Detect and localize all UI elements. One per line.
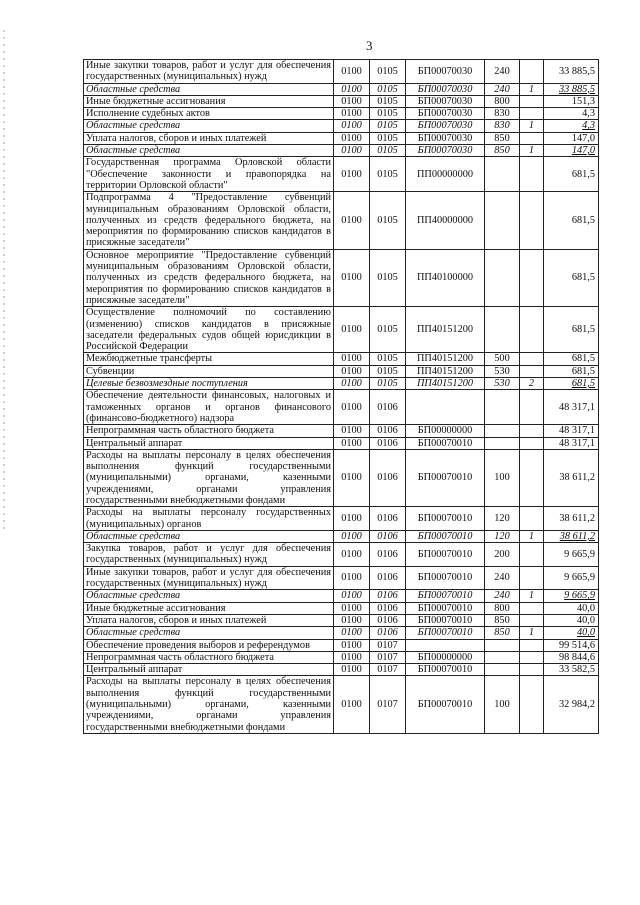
row-subsection: 0106 bbox=[370, 602, 406, 614]
row-target-article: БП00070010 bbox=[406, 664, 485, 676]
table-row bbox=[84, 390, 599, 425]
row-target-article: ПП40100000 bbox=[406, 249, 485, 306]
row-name: Иные бюджетные ассигнования bbox=[84, 95, 334, 107]
row-expense-type: 850 bbox=[485, 614, 520, 626]
row-subsection: 0107 bbox=[370, 651, 406, 663]
row-expense-type bbox=[485, 639, 520, 651]
row-amount: 4,3 bbox=[544, 108, 599, 120]
row-section: 0100 bbox=[334, 132, 370, 144]
row-name: Целевые безвозмездные поступления bbox=[84, 378, 334, 390]
row-section: 0100 bbox=[334, 651, 370, 663]
row-section: 0100 bbox=[334, 390, 370, 425]
row-amount: 681,5 bbox=[544, 365, 599, 377]
row-subsection: 0105 bbox=[370, 157, 406, 192]
row-funding-source: 2 bbox=[520, 378, 544, 390]
row-subsection: 0105 bbox=[370, 192, 406, 249]
row-funding-source bbox=[520, 365, 544, 377]
row-target-article: БП00070010 bbox=[406, 437, 485, 449]
row-expense-type: 100 bbox=[485, 676, 520, 733]
row-amount: 147,0 bbox=[544, 145, 599, 157]
row-subsection: 0105 bbox=[370, 353, 406, 365]
row-funding-source bbox=[520, 108, 544, 120]
row-target-article: БП00070010 bbox=[406, 507, 485, 531]
table-row bbox=[84, 676, 599, 733]
row-amount: 9 665,9 bbox=[544, 543, 599, 567]
row-target-article: БП00070030 bbox=[406, 120, 485, 132]
row-target-article: БП00070030 bbox=[406, 132, 485, 144]
row-name: Областные средства bbox=[84, 590, 334, 602]
row-name: Уплата налогов, сборов и иных платежей bbox=[84, 614, 334, 626]
row-funding-source bbox=[520, 132, 544, 144]
row-name: Центральный аппарат bbox=[84, 664, 334, 676]
row-name: Областные средства bbox=[84, 83, 334, 95]
row-target-article: БП00070030 bbox=[406, 95, 485, 107]
row-amount: 38 611,2 bbox=[544, 449, 599, 506]
row-amount: 48 317,1 bbox=[544, 390, 599, 425]
row-expense-type: 850 bbox=[485, 132, 520, 144]
row-section: 0100 bbox=[334, 449, 370, 506]
row-expense-type: 200 bbox=[485, 543, 520, 567]
row-expense-type: 240 bbox=[485, 60, 520, 84]
row-subsection: 0105 bbox=[370, 378, 406, 390]
table-row bbox=[84, 627, 599, 639]
row-amount: 4,3 bbox=[544, 120, 599, 132]
row-funding-source bbox=[520, 437, 544, 449]
row-section: 0100 bbox=[334, 108, 370, 120]
row-target-article bbox=[406, 639, 485, 651]
row-subsection: 0106 bbox=[370, 530, 406, 542]
row-expense-type: 800 bbox=[485, 602, 520, 614]
row-amount: 32 984,2 bbox=[544, 676, 599, 733]
row-target-article: БП00070030 bbox=[406, 145, 485, 157]
row-section: 0100 bbox=[334, 83, 370, 95]
table-row bbox=[84, 437, 599, 449]
row-expense-type: 850 bbox=[485, 145, 520, 157]
row-funding-source bbox=[520, 353, 544, 365]
row-name: Иные закупки товаров, работ и услуг для обеспечения государственных (муниципальных) нужд bbox=[84, 60, 334, 84]
row-name: Обеспечение деятельности финансовых, налоговых и таможенных органов и органов финансового (финансово-бюджетного) надзора bbox=[84, 390, 334, 425]
row-amount: 681,5 bbox=[544, 378, 599, 390]
row-expense-type bbox=[485, 307, 520, 353]
row-amount: 40,0 bbox=[544, 627, 599, 639]
row-subsection: 0105 bbox=[370, 108, 406, 120]
row-target-article: БП00000000 bbox=[406, 425, 485, 437]
row-subsection: 0106 bbox=[370, 590, 406, 602]
row-section: 0100 bbox=[334, 353, 370, 365]
row-section: 0100 bbox=[334, 95, 370, 107]
table-row bbox=[84, 664, 599, 676]
row-funding-source: 1 bbox=[520, 83, 544, 95]
row-amount: 681,5 bbox=[544, 307, 599, 353]
row-funding-source: 1 bbox=[520, 145, 544, 157]
row-name: Центральный аппарат bbox=[84, 437, 334, 449]
row-funding-source bbox=[520, 249, 544, 306]
row-target-article: ПП40151200 bbox=[406, 307, 485, 353]
row-subsection: 0105 bbox=[370, 307, 406, 353]
row-name: Расходы на выплаты персоналу в целях обеспечения выполнения функций государственными (муниципальными) органами, казенными учреждениями, органами управления государственными внебюджетными фондами bbox=[84, 449, 334, 506]
row-expense-type: 120 bbox=[485, 530, 520, 542]
row-name: Областные средства bbox=[84, 627, 334, 639]
row-subsection: 0106 bbox=[370, 614, 406, 626]
row-section: 0100 bbox=[334, 249, 370, 306]
row-target-article: БП00070010 bbox=[406, 627, 485, 639]
row-funding-source bbox=[520, 95, 544, 107]
row-expense-type: 530 bbox=[485, 378, 520, 390]
row-target-article: БП00070030 bbox=[406, 83, 485, 95]
row-amount: 98 844,6 bbox=[544, 651, 599, 663]
row-section: 0100 bbox=[334, 602, 370, 614]
row-funding-source bbox=[520, 676, 544, 733]
row-amount: 33 582,5 bbox=[544, 664, 599, 676]
row-section: 0100 bbox=[334, 157, 370, 192]
row-amount: 33 885,5 bbox=[544, 60, 599, 84]
row-target-article: ПП00000000 bbox=[406, 157, 485, 192]
row-name: Иные бюджетные ассигнования bbox=[84, 602, 334, 614]
row-funding-source bbox=[520, 60, 544, 84]
row-amount: 9 665,9 bbox=[544, 590, 599, 602]
row-name: Подпрограмма 4 "Предоставление субвенций муниципальным образованиям Орловской области, полученных из средств федерального бюджета, на мероприятия по формированию списков кандидатов в присяжные заседатели" bbox=[84, 192, 334, 249]
row-funding-source bbox=[520, 543, 544, 567]
row-funding-source bbox=[520, 507, 544, 531]
table-row bbox=[84, 590, 599, 602]
table-row bbox=[84, 425, 599, 437]
row-expense-type: 530 bbox=[485, 365, 520, 377]
row-name: Исполнение судебных актов bbox=[84, 108, 334, 120]
row-expense-type bbox=[485, 664, 520, 676]
row-target-article: БП00070010 bbox=[406, 449, 485, 506]
row-section: 0100 bbox=[334, 664, 370, 676]
row-subsection: 0106 bbox=[370, 449, 406, 506]
row-funding-source bbox=[520, 425, 544, 437]
row-subsection: 0105 bbox=[370, 145, 406, 157]
table-row bbox=[84, 132, 599, 144]
row-name: Государственная программа Орловской области "Обеспечение законности и правопорядка на территории Орловской области" bbox=[84, 157, 334, 192]
row-target-article: БП00070010 bbox=[406, 566, 485, 590]
row-name: Расходы на выплаты персоналу государственных (муниципальных) органов bbox=[84, 507, 334, 531]
row-funding-source bbox=[520, 157, 544, 192]
row-target-article: БП00070010 bbox=[406, 676, 485, 733]
row-amount: 681,5 bbox=[544, 249, 599, 306]
row-section: 0100 bbox=[334, 543, 370, 567]
scan-edge-marks bbox=[3, 30, 5, 530]
row-amount: 33 885,5 bbox=[544, 83, 599, 95]
row-name: Областные средства bbox=[84, 120, 334, 132]
row-subsection: 0105 bbox=[370, 365, 406, 377]
row-funding-source bbox=[520, 390, 544, 425]
row-amount: 48 317,1 bbox=[544, 437, 599, 449]
row-section: 0100 bbox=[334, 566, 370, 590]
row-expense-type bbox=[485, 437, 520, 449]
row-section: 0100 bbox=[334, 378, 370, 390]
row-subsection: 0106 bbox=[370, 437, 406, 449]
row-amount: 48 317,1 bbox=[544, 425, 599, 437]
row-section: 0100 bbox=[334, 507, 370, 531]
row-section: 0100 bbox=[334, 307, 370, 353]
row-target-article: БП00070030 bbox=[406, 108, 485, 120]
row-section: 0100 bbox=[334, 437, 370, 449]
row-subsection: 0107 bbox=[370, 639, 406, 651]
row-name: Обеспечение проведения выборов и референдумов bbox=[84, 639, 334, 651]
row-subsection: 0107 bbox=[370, 676, 406, 733]
row-expense-type: 830 bbox=[485, 108, 520, 120]
row-subsection: 0106 bbox=[370, 390, 406, 425]
table-row bbox=[84, 507, 599, 531]
row-funding-source bbox=[520, 639, 544, 651]
row-subsection: 0105 bbox=[370, 120, 406, 132]
row-target-article: ПП40151200 bbox=[406, 365, 485, 377]
row-expense-type bbox=[485, 425, 520, 437]
row-section: 0100 bbox=[334, 590, 370, 602]
row-subsection: 0105 bbox=[370, 83, 406, 95]
row-amount: 147,0 bbox=[544, 132, 599, 144]
table-row bbox=[84, 60, 599, 84]
row-subsection: 0105 bbox=[370, 95, 406, 107]
row-expense-type bbox=[485, 192, 520, 249]
row-name: Основное мероприятие "Предоставление субвенций муниципальным образованиям Орловской области, полученных из средств федерального бюджета, на мероприятия по формированию списков кандидатов в присяжные заседатели" bbox=[84, 249, 334, 306]
row-target-article: ПП40151200 bbox=[406, 353, 485, 365]
row-target-article: БП00070010 bbox=[406, 614, 485, 626]
row-expense-type bbox=[485, 157, 520, 192]
row-amount: 99 514,6 bbox=[544, 639, 599, 651]
table-row bbox=[84, 614, 599, 626]
row-amount: 38 611,2 bbox=[544, 530, 599, 542]
row-section: 0100 bbox=[334, 530, 370, 542]
row-funding-source: 1 bbox=[520, 120, 544, 132]
table-row bbox=[84, 566, 599, 590]
row-name: Межбюджетные трансферты bbox=[84, 353, 334, 365]
row-target-article: БП00070010 bbox=[406, 530, 485, 542]
row-section: 0100 bbox=[334, 192, 370, 249]
row-target-article: ПП40000000 bbox=[406, 192, 485, 249]
row-target-article: БП00070010 bbox=[406, 590, 485, 602]
row-expense-type: 850 bbox=[485, 627, 520, 639]
row-expense-type bbox=[485, 651, 520, 663]
row-subsection: 0106 bbox=[370, 507, 406, 531]
row-name: Областные средства bbox=[84, 145, 334, 157]
table-row bbox=[84, 543, 599, 567]
row-funding-source bbox=[520, 566, 544, 590]
row-funding-source: 1 bbox=[520, 627, 544, 639]
row-name: Непрограммная часть областного бюджета bbox=[84, 651, 334, 663]
row-subsection: 0105 bbox=[370, 132, 406, 144]
table-row bbox=[84, 307, 599, 353]
table-row bbox=[84, 145, 599, 157]
row-funding-source: 1 bbox=[520, 590, 544, 602]
row-expense-type: 240 bbox=[485, 566, 520, 590]
row-expense-type: 120 bbox=[485, 507, 520, 531]
row-funding-source bbox=[520, 651, 544, 663]
table-row bbox=[84, 602, 599, 614]
row-target-article bbox=[406, 390, 485, 425]
table-row bbox=[84, 157, 599, 192]
table-row bbox=[84, 639, 599, 651]
row-amount: 681,5 bbox=[544, 192, 599, 249]
row-expense-type bbox=[485, 249, 520, 306]
row-target-article: БП00000000 bbox=[406, 651, 485, 663]
row-name: Субвенции bbox=[84, 365, 334, 377]
row-expense-type: 100 bbox=[485, 449, 520, 506]
table-row bbox=[84, 95, 599, 107]
row-name: Иные закупки товаров, работ и услуг для обеспечения государственных (муниципальных) нужд bbox=[84, 566, 334, 590]
table-row bbox=[84, 192, 599, 249]
table-row bbox=[84, 353, 599, 365]
row-section: 0100 bbox=[334, 639, 370, 651]
row-expense-type: 500 bbox=[485, 353, 520, 365]
row-expense-type: 800 bbox=[485, 95, 520, 107]
row-subsection: 0106 bbox=[370, 627, 406, 639]
row-name: Осуществление полномочий по составлению (изменению) списков кандидатов в присяжные заседатели федеральных судов общей юрисдикции в Российской Федерации bbox=[84, 307, 334, 353]
row-funding-source bbox=[520, 664, 544, 676]
table-row bbox=[84, 249, 599, 306]
table-row bbox=[84, 651, 599, 663]
row-funding-source bbox=[520, 449, 544, 506]
budget-table bbox=[83, 59, 599, 734]
budget-table-body bbox=[84, 60, 599, 734]
table-row bbox=[84, 365, 599, 377]
row-section: 0100 bbox=[334, 676, 370, 733]
row-subsection: 0105 bbox=[370, 249, 406, 306]
row-name: Расходы на выплаты персоналу в целях обеспечения выполнения функций государственными (муниципальными) органами, казенными учреждениями, органами управления государственными внебюджетными фондами bbox=[84, 676, 334, 733]
row-target-article: БП00070030 bbox=[406, 60, 485, 84]
row-expense-type: 240 bbox=[485, 590, 520, 602]
row-funding-source bbox=[520, 614, 544, 626]
row-section: 0100 bbox=[334, 627, 370, 639]
row-subsection: 0106 bbox=[370, 425, 406, 437]
row-funding-source bbox=[520, 192, 544, 249]
row-funding-source bbox=[520, 602, 544, 614]
row-subsection: 0105 bbox=[370, 60, 406, 84]
table-row bbox=[84, 108, 599, 120]
row-section: 0100 bbox=[334, 614, 370, 626]
table-row bbox=[84, 120, 599, 132]
row-section: 0100 bbox=[334, 60, 370, 84]
row-target-article: БП00070010 bbox=[406, 543, 485, 567]
row-subsection: 0107 bbox=[370, 664, 406, 676]
row-amount: 151,3 bbox=[544, 95, 599, 107]
row-funding-source bbox=[520, 307, 544, 353]
row-amount: 681,5 bbox=[544, 157, 599, 192]
row-section: 0100 bbox=[334, 120, 370, 132]
row-amount: 40,0 bbox=[544, 614, 599, 626]
row-subsection: 0106 bbox=[370, 543, 406, 567]
row-expense-type: 830 bbox=[485, 120, 520, 132]
table-row bbox=[84, 83, 599, 95]
row-expense-type bbox=[485, 390, 520, 425]
row-amount: 40,0 bbox=[544, 602, 599, 614]
row-subsection: 0106 bbox=[370, 566, 406, 590]
row-name: Непрограммная часть областного бюджета bbox=[84, 425, 334, 437]
table-row bbox=[84, 530, 599, 542]
row-section: 0100 bbox=[334, 145, 370, 157]
row-amount: 38 611,2 bbox=[544, 507, 599, 531]
row-target-article: ПП40151200 bbox=[406, 378, 485, 390]
table-row bbox=[84, 378, 599, 390]
row-name: Областные средства bbox=[84, 530, 334, 542]
row-funding-source: 1 bbox=[520, 530, 544, 542]
page-number: 3 bbox=[366, 38, 373, 53]
row-name: Закупка товаров, работ и услуг для обеспечения государственных (муниципальных) нужд bbox=[84, 543, 334, 567]
row-section: 0100 bbox=[334, 425, 370, 437]
row-section: 0100 bbox=[334, 365, 370, 377]
row-amount: 681,5 bbox=[544, 353, 599, 365]
row-amount: 9 665,9 bbox=[544, 566, 599, 590]
table-row bbox=[84, 449, 599, 506]
row-name: Уплата налогов, сборов и иных платежей bbox=[84, 132, 334, 144]
row-expense-type: 240 bbox=[485, 83, 520, 95]
row-target-article: БП00070010 bbox=[406, 602, 485, 614]
